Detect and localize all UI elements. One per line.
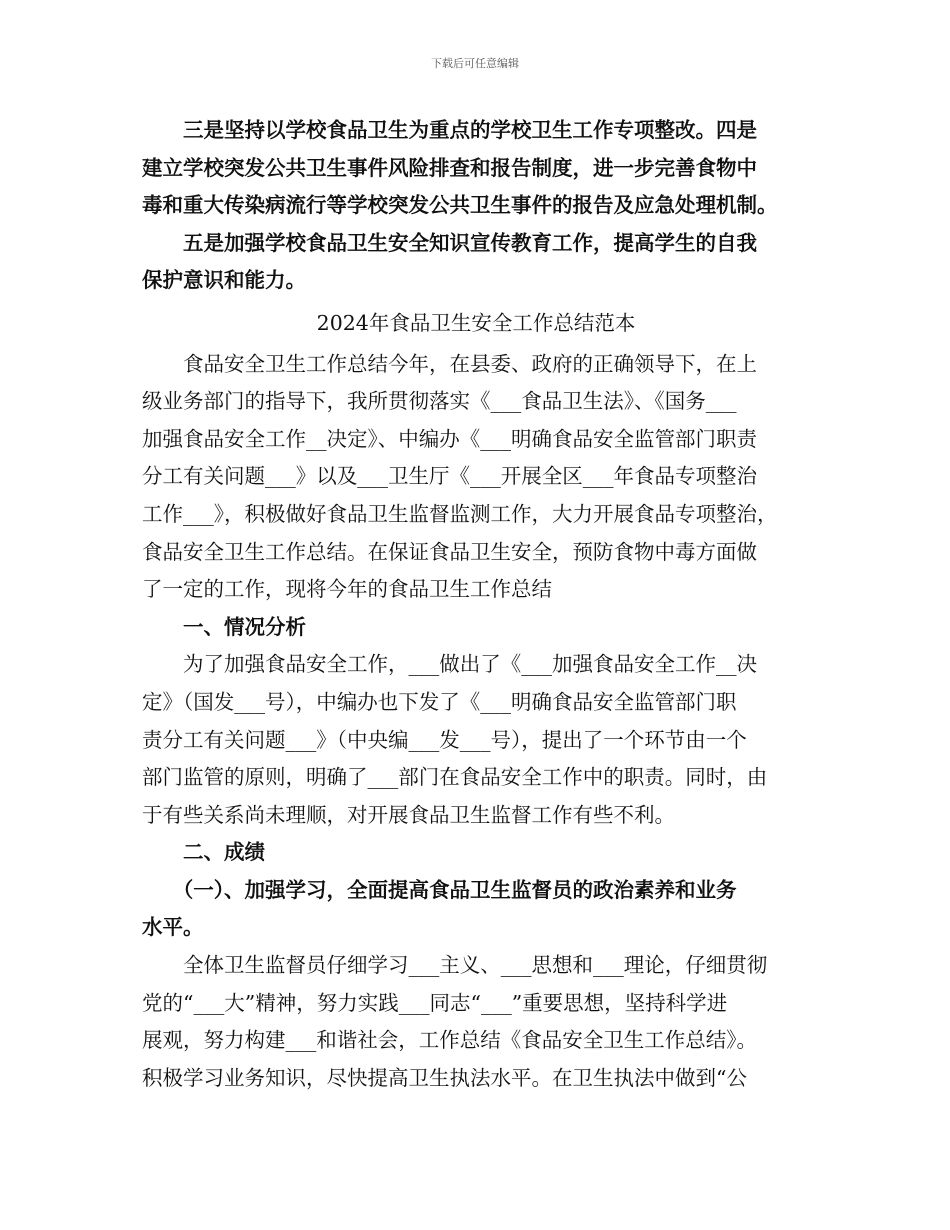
text-line: 分工有关问题___》以及___卫生厅《___开展全区___年食品专项整治 (142, 464, 757, 489)
text-line: 食品安全卫生工作总结。在保证食品卫生安全，预防食物中毒方面做 (142, 539, 757, 564)
download-note: 下载后可任意编辑 (431, 57, 519, 70)
paragraph-situation-analysis (142, 646, 810, 834)
text-line: 于有些关系尚未理顺，对开展食品卫生监督工作有些不利。 (142, 802, 675, 827)
text-line: 积极学习业务知识，尽快提高卫生执法水平。在卫生执法中做到“公 (142, 1065, 747, 1090)
text-line: （一）、加强学习，全面提高食品卫生监督员的政治素养和业务 (172, 877, 737, 902)
text-line: 全体卫生监督员仔细学习___主义、___思想和___理论，仔细贯彻 (183, 953, 768, 978)
heading-achievements: 二、成绩 (183, 840, 265, 865)
paragraph-safety-education (142, 225, 810, 300)
heading-situation-analysis: 一、情况分析 (183, 614, 306, 639)
text-line: 三是坚持以学校食品卫生为重点的学校卫生工作专项整改。四是 (183, 118, 757, 142)
text-line: 建立学校突发公共卫生事件风险排查和报告制度，进一步完善食物中 (142, 155, 757, 180)
text-line: 了一定的工作，现将今年的食品卫生工作总结 (142, 577, 552, 602)
text-line: 为了加强食品安全工作，___做出了《___加强食品安全工作__决 (183, 652, 757, 677)
text-line: 定》（国发___号），中编办也下发了《___明确食品安全监管部门职 (142, 689, 737, 714)
text-line: 责分工有关问题___》（中央编___发___号），提出了一个环节由一个 (142, 727, 747, 752)
text-line: 部门监管的原则，明确了___部门在食品安全工作中的职责。同时，由 (142, 765, 768, 790)
document-title: 2024年食品卫生安全工作总结范本 (316, 310, 636, 335)
text-line: 党的“___大”精神，努力实践___同志“___”重要思想，坚持科学进 (142, 990, 728, 1015)
text-line: 食品安全卫生工作总结今年，在县委、政府的正确领导下，在上 (183, 351, 757, 376)
text-line: 展观，努力构建___和谐社会，工作总结《食品安全卫生工作总结》。 (142, 1028, 757, 1053)
text-line: 毒和重大传染病流行等学校突发公共卫生事件的报告及应急处理机制。 (142, 193, 778, 218)
document-body (142, 112, 810, 1097)
paragraph-summary-intro (142, 346, 810, 609)
paragraph-school-hygiene (142, 112, 810, 225)
text-line: 工作___》，积极做好食品卫生监督监测工作，大力开展食品专项整治， (142, 501, 778, 526)
subheading-study (142, 872, 810, 947)
text-line: 水平。 (142, 915, 204, 940)
text-line: 级业务部门的指导下，我所贯彻落实《___食品卫生法》、《国务___ (142, 389, 737, 414)
text-line: 保护意识和能力。 (142, 268, 306, 293)
paragraph-study-details (142, 947, 810, 1097)
text-line: 五是加强学校食品卫生安全知识宣传教育工作，提高学生的自我 (183, 230, 757, 255)
text-line: 加强食品安全工作__决定》、中编办《___明确食品安全监管部门职责 (142, 426, 757, 451)
